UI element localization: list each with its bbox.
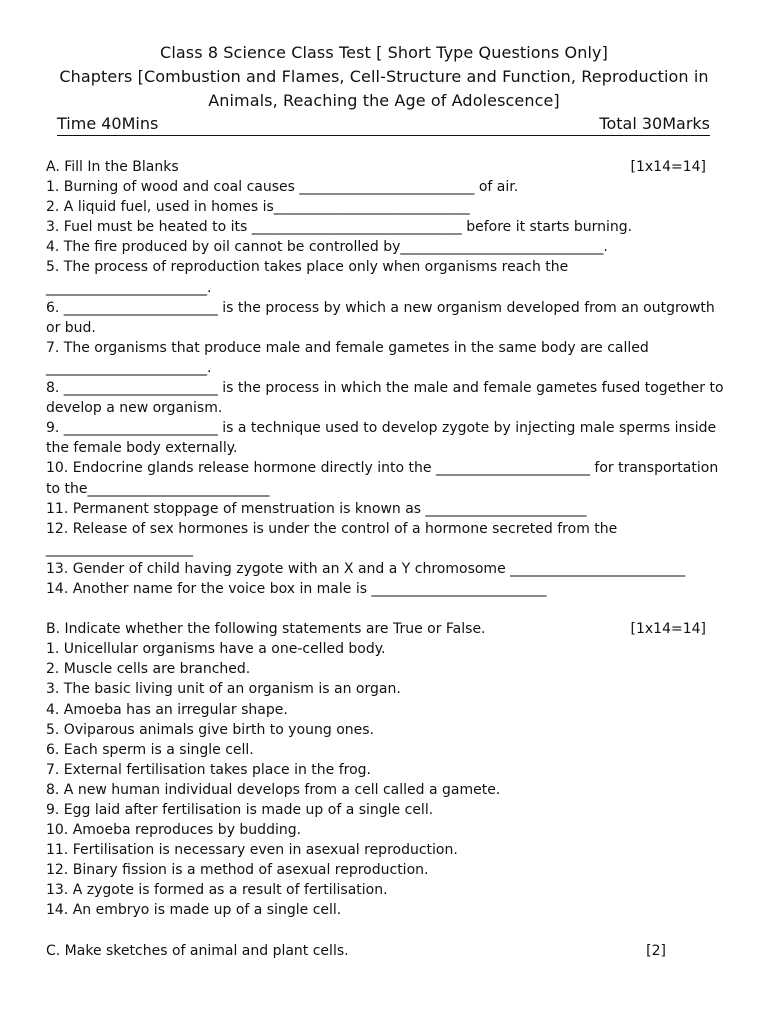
section-b-title: B. Indicate whether the following statements are True or False. — [46, 621, 486, 638]
time-limit: Time 40Mins — [57, 114, 159, 133]
question-line: 10. Endocrine glands release hormone directly into the ______________________ for transportation — [46, 460, 719, 477]
question-line: _______________________. — [46, 279, 212, 296]
question-line: 7. The organisms that produce male and female gametes in the same body are called — [46, 339, 649, 356]
question-line: 6. Each sperm is a single cell. — [46, 741, 254, 758]
question-line: 10. Amoeba reproduces by budding. — [46, 822, 302, 839]
question-line: 4. Amoeba has an irregular shape. — [46, 701, 288, 718]
question-line: 1. Burning of wood and coal causes _________________________ of air. — [46, 179, 519, 196]
section-c-heading — [46, 941, 722, 961]
section-b-heading — [46, 619, 722, 639]
question-line: 13. Gender of child having zygote with an X and a Y chromosome _________________________ — [46, 560, 686, 577]
section-spacer — [46, 921, 722, 941]
question-line: 11. Fertilisation is necessary even in asexual reproduction. — [46, 842, 458, 859]
section-spacer — [46, 599, 722, 619]
chapters-line-2: Animals, Reaching the Age of Adolescence] — [208, 91, 560, 110]
question-line: 7. External fertilisation takes place in the frog. — [46, 761, 372, 778]
question-line: or bud. — [46, 319, 96, 336]
question-line: 8. ______________________ is the process in which the male and female gametes fused together to — [46, 380, 724, 397]
paper-title: Class 8 Science Class Test [ Short Type Questions Only] — [160, 43, 608, 62]
question-line: 14. Another name for the voice box in male is _________________________ — [46, 580, 547, 597]
question-line: _______________________. — [46, 359, 212, 376]
section-c-marks: [2] — [646, 942, 666, 959]
question-line: to the__________________________ — [46, 480, 270, 497]
question-line: 13. A zygote is formed as a result of fertilisation. — [46, 882, 388, 899]
questions-body — [46, 157, 722, 961]
question-line: 9. Egg laid after fertilisation is made up of a single cell. — [46, 802, 434, 818]
question-line: the female body externally. — [46, 440, 238, 457]
question-line: 6. ______________________ is the process by which a new organism developed from an outgrowth — [46, 299, 715, 316]
question-line: 12. Binary fission is a method of asexual reproduction. — [46, 862, 429, 879]
question-line: 1. Unicellular organisms have a one-celled body. — [46, 641, 386, 658]
total-marks: Total 30Marks — [599, 114, 710, 133]
question-line: 2. Muscle cells are branched. — [46, 661, 251, 678]
question-line: 3. The basic living unit of an organism is an organ. — [46, 681, 401, 698]
question-line: 5. The process of reproduction takes place only when organisms reach the — [46, 259, 569, 276]
section-c-title: C. Make sketches of animal and plant cells. — [46, 942, 349, 959]
question-line: 4. The fire produced by oil cannot be controlled by_____________________________. — [46, 239, 608, 256]
question-line: 3. Fuel must be heated to its ______________________________ before it starts burning. — [46, 219, 633, 236]
question-line: _____________________ — [46, 540, 193, 557]
section-a-title: A. Fill In the Blanks — [46, 159, 179, 175]
section-b-marks: [1x14=14] — [630, 621, 706, 638]
question-line: 5. Oviparous animals give birth to young ones. — [46, 721, 374, 738]
section-a-heading — [46, 157, 722, 177]
question-line: 9. ______________________ is a technique used to develop zygote by injecting male sperms inside — [46, 420, 717, 437]
question-line: 8. A new human individual develops from a cell called a gamete. — [46, 781, 501, 798]
time-marks-row — [57, 113, 710, 136]
question-line: 14. An embryo is made up of a single cell. — [46, 902, 342, 919]
section-a-questions — [46, 177, 722, 599]
section-a-marks: [1x14=14] — [630, 159, 706, 175]
chapters-line-1: Chapters [Combustion and Flames, Cell-Structure and Function, Reproduction in — [59, 67, 709, 86]
section-b-questions — [46, 639, 722, 920]
question-line: 11. Permanent stoppage of menstruation is known as _______________________ — [46, 500, 587, 517]
question-line: 2. A liquid fuel, used in homes is____________________________ — [46, 199, 470, 216]
question-line: develop a new organism. — [46, 400, 223, 417]
question-line: 12. Release of sex hormones is under the control of a hormone secreted from the — [46, 520, 618, 537]
